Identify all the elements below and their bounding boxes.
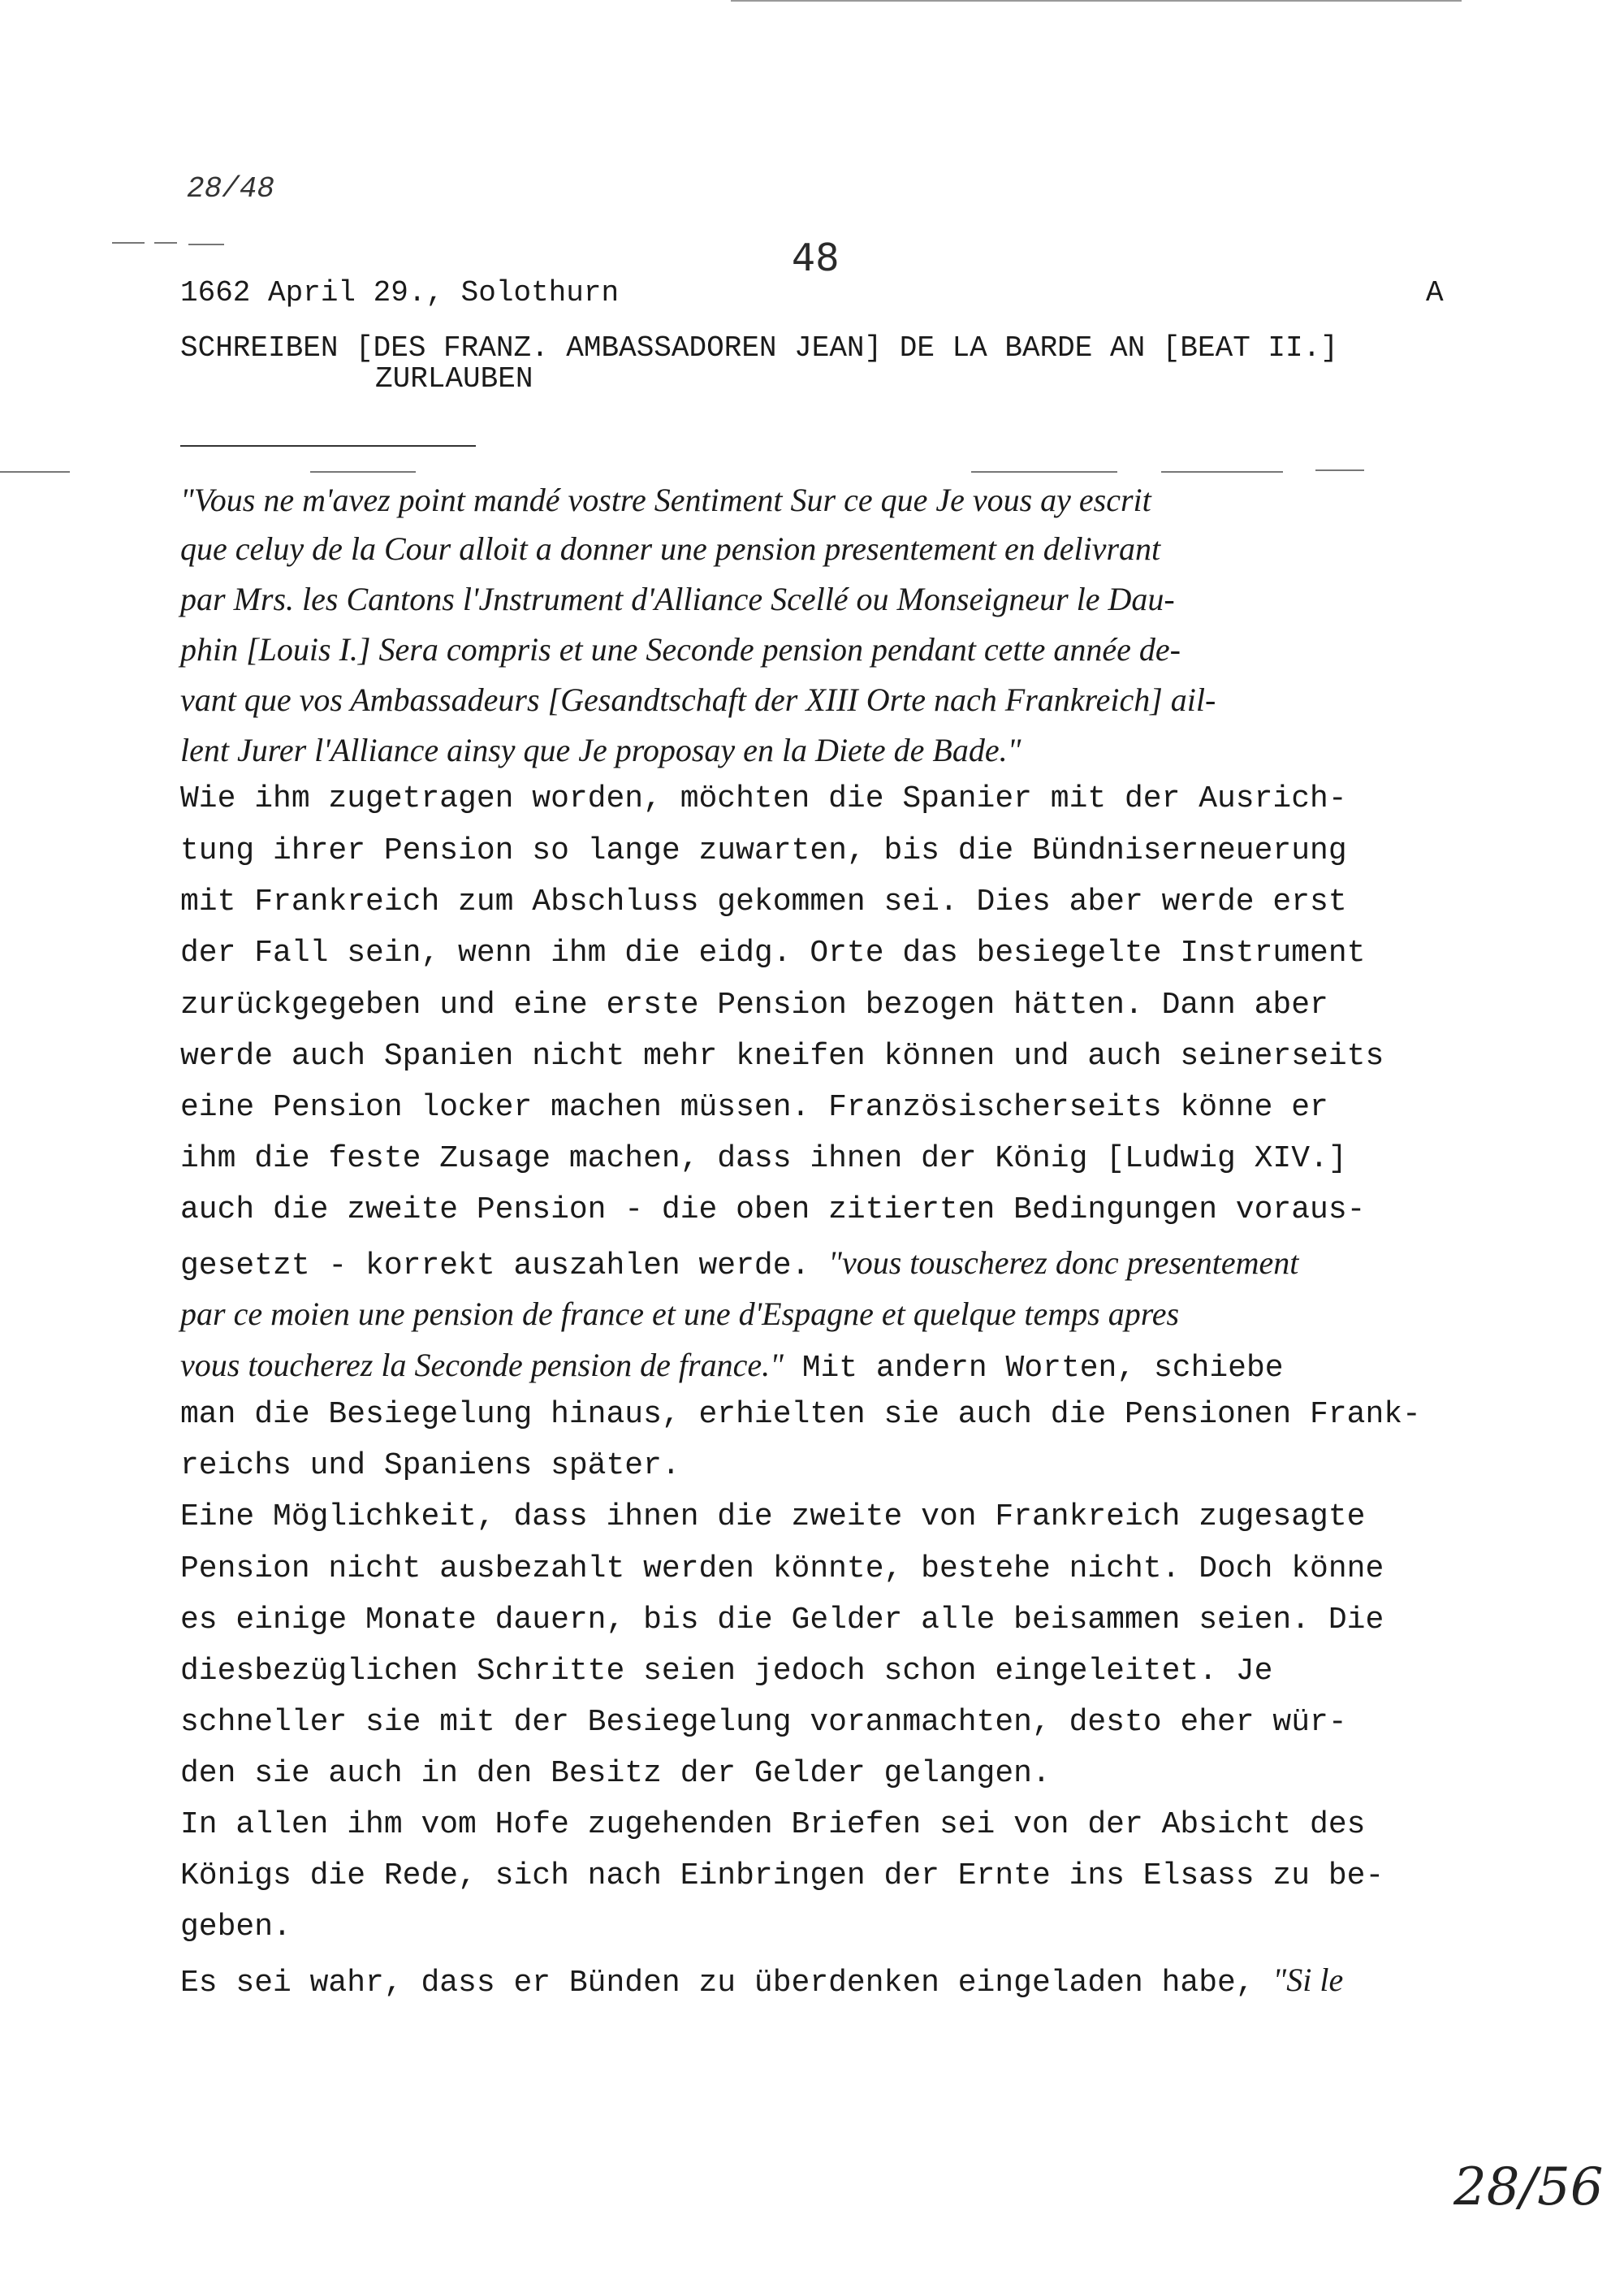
body-line bbox=[180, 1551, 1384, 1586]
body-line bbox=[180, 1961, 1343, 2001]
summary-text: eine Pension locker machen müssen. Französischerseits könne er bbox=[180, 1090, 1328, 1125]
body-line bbox=[180, 1807, 1365, 1842]
summary-text: den sie auch in den Besitz der Gelder gelangen. bbox=[180, 1756, 1051, 1791]
body-line bbox=[180, 1910, 292, 1944]
body-line bbox=[180, 1192, 1365, 1227]
summary-text: Mit andern Worten, schiebe bbox=[783, 1351, 1284, 1386]
body-line bbox=[180, 1756, 1051, 1791]
body-line bbox=[180, 731, 1021, 771]
body-line bbox=[180, 1499, 1365, 1534]
body-line bbox=[180, 1654, 1272, 1689]
body-line bbox=[180, 1244, 1298, 1283]
summary-text: zurückgegeben und eine erste Pension bezogen hätten. Dann aber bbox=[180, 988, 1328, 1023]
body-line bbox=[180, 1346, 1284, 1386]
margin-mark bbox=[188, 244, 224, 245]
body-line bbox=[180, 936, 1365, 971]
body-line bbox=[180, 630, 1181, 670]
summary-text: geben. bbox=[180, 1910, 292, 1944]
document-title-line: ZURLAUBEN bbox=[375, 362, 533, 396]
scan-line bbox=[1161, 471, 1283, 473]
summary-text: mit Frankreich zum Abschluss gekommen sei. Dies aber werde erst bbox=[180, 885, 1347, 919]
summary-text: es einige Monate dauern, bis die Gelder alle beisammen seien. Die bbox=[180, 1603, 1384, 1637]
quoted-french-text: "Vous ne m'avez point mandé vostre Sentiment Sur ce que Je vous ay escrit bbox=[180, 482, 1151, 518]
summary-text: Königs die Rede, sich nach Einbringen der Ernte ins Elsass zu be- bbox=[180, 1858, 1384, 1893]
scan-line bbox=[1315, 469, 1364, 471]
summary-text: ihm die feste Zusage machen, dass ihnen der König [Ludwig XIV.] bbox=[180, 1141, 1347, 1176]
summary-text: Wie ihm zugetragen worden, möchten die Spanier mit der Ausrich- bbox=[180, 781, 1347, 816]
body-line bbox=[180, 580, 1175, 620]
body-line bbox=[180, 1603, 1384, 1637]
summary-text: man die Besiegelung hinaus, erhielten sie auch die Pensionen Frank- bbox=[180, 1397, 1421, 1432]
body-line bbox=[180, 1295, 1179, 1334]
body-line bbox=[180, 1090, 1328, 1125]
quoted-french-text: par Mrs. les Cantons l'Jnstrument d'Alliance Scellé ou Monseigneur le Dau- bbox=[180, 581, 1175, 617]
quoted-french-text: que celuy de la Cour alloit a donner une pension presentement en delivrant bbox=[180, 530, 1161, 567]
body-line bbox=[180, 1448, 680, 1483]
archive-reference: 28/48 bbox=[187, 172, 275, 205]
document-number-handwritten: 48 bbox=[792, 236, 840, 279]
summary-text: der Fall sein, wenn ihm die eidg. Orte das besiegelte Instrument bbox=[180, 936, 1366, 971]
handwritten-folio-number: 28/56 bbox=[1453, 2157, 1604, 2217]
body-line bbox=[180, 988, 1328, 1023]
quoted-french-text: par ce moien une pension de france et une d'Espagne et quelque temps apres bbox=[180, 1296, 1180, 1332]
summary-text: werde auch Spanien nicht mehr kneifen können und auch seinerseits bbox=[180, 1039, 1384, 1074]
title-rule bbox=[180, 445, 476, 447]
summary-text: gesetzt - korrekt auszahlen werde. bbox=[180, 1248, 829, 1283]
summary-text: In allen ihm vom Hofe zugehenden Briefen sei von der Absicht des bbox=[180, 1807, 1366, 1842]
summary-text: reichs und Spaniens später. bbox=[180, 1448, 680, 1483]
body-line bbox=[180, 530, 1160, 569]
body-line bbox=[180, 1705, 1347, 1740]
summary-text: diesbezüglichen Schritte seien jedoch schon eingeleitet. Je bbox=[180, 1654, 1273, 1689]
margin-mark bbox=[112, 242, 145, 244]
scan-line bbox=[310, 471, 416, 473]
document-letter-code: A bbox=[1426, 276, 1444, 309]
body-line bbox=[180, 781, 1347, 816]
document-date-place: 1662 April 29., Solothurn bbox=[180, 276, 620, 309]
quoted-french-text: vous toucherez la Seconde pension de france." bbox=[180, 1347, 784, 1383]
body-line bbox=[180, 1141, 1347, 1176]
body-line bbox=[180, 885, 1347, 919]
summary-text: Pension nicht ausbezahlt werden könnte, bestehe nicht. Doch könne bbox=[180, 1551, 1384, 1586]
body-line bbox=[180, 1397, 1421, 1432]
quoted-french-text: lent Jurer l'Alliance ainsy que Je proposay en la Diete de Bade." bbox=[180, 732, 1021, 768]
quoted-french-text: "Si le bbox=[1272, 1962, 1344, 1998]
scan-line bbox=[971, 471, 1117, 473]
quoted-french-text: phin [Louis I.] Sera compris et une Seconde pension pendant cette année de- bbox=[180, 631, 1181, 668]
summary-text: auch die zweite Pension - die oben zitierten Bedingungen voraus- bbox=[180, 1192, 1366, 1227]
body-line bbox=[180, 481, 1151, 521]
document-title-line: SCHREIBEN [DES FRANZ. AMBASSADOREN JEAN] DE LA BARDE AN [BEAT II.] bbox=[180, 331, 1338, 365]
body-line bbox=[180, 1039, 1384, 1074]
summary-text: Eine Möglichkeit, dass ihnen die zweite von Frankreich zugesagte bbox=[180, 1499, 1366, 1534]
scan-line bbox=[731, 0, 1462, 2]
quoted-french-text: "vous touscherez donc presentement bbox=[828, 1244, 1299, 1281]
quoted-french-text: vant que vos Ambassadeurs [Gesandtschaft der XIII Orte nach Frankreich] ail- bbox=[180, 681, 1216, 718]
margin-mark bbox=[154, 242, 177, 244]
body-line bbox=[180, 681, 1216, 720]
summary-text: Es sei wahr, dass er Bünden zu überdenken eingeladen habe, bbox=[180, 1966, 1273, 2001]
summary-text: tung ihrer Pension so lange zuwarten, bis die Bündniserneuerung bbox=[180, 833, 1347, 868]
body-line bbox=[180, 833, 1347, 868]
summary-text: schneller sie mit der Besiegelung voranmachten, desto eher wür- bbox=[180, 1705, 1347, 1740]
scan-line bbox=[0, 471, 70, 473]
body-line bbox=[180, 1858, 1384, 1893]
